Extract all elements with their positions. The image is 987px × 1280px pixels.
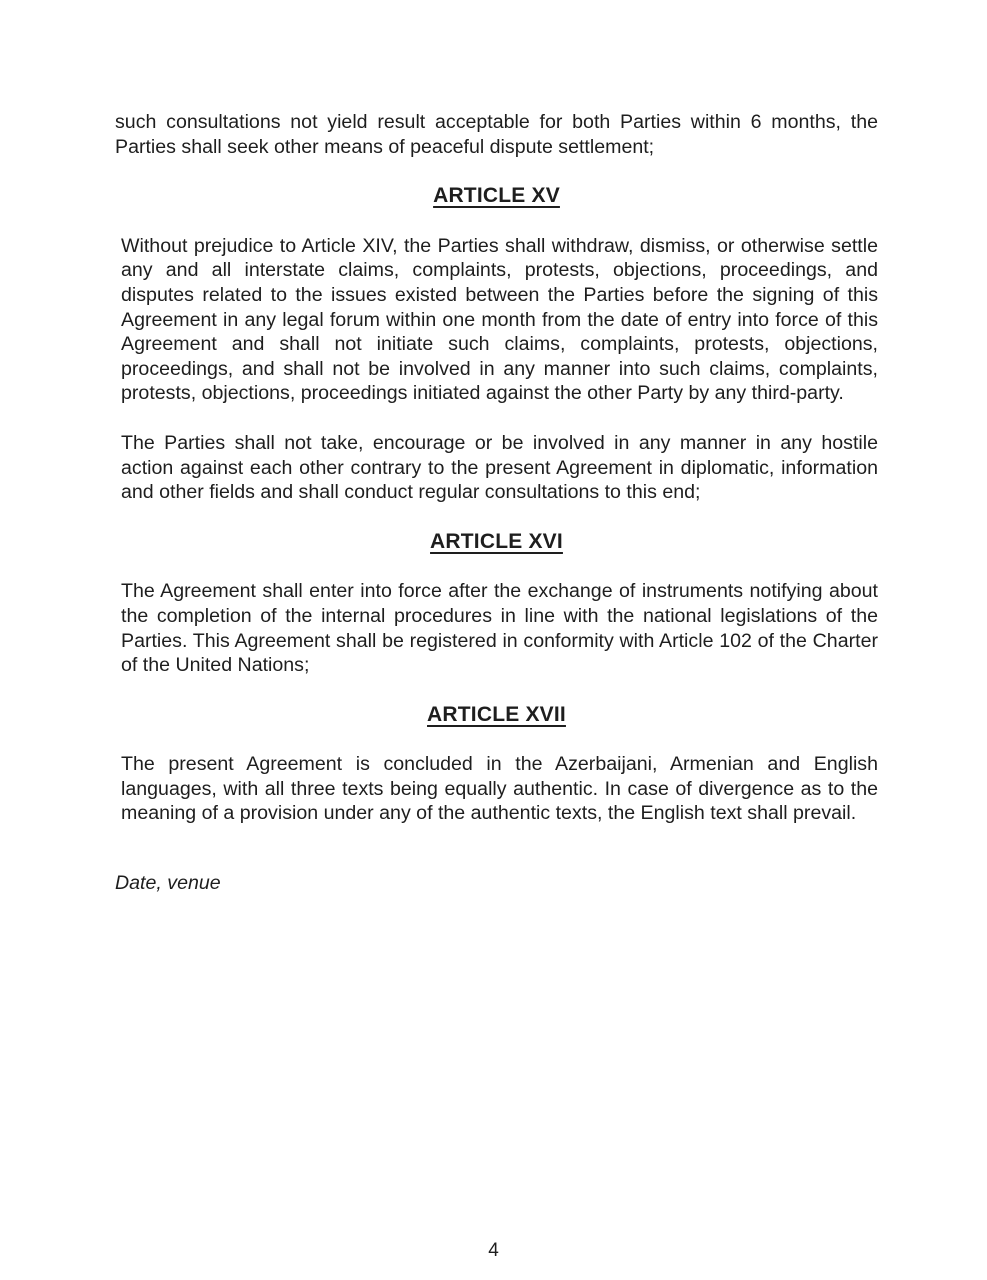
article-xvii-heading: ARTICLE XVII: [427, 702, 566, 726]
page-number: 4: [488, 1240, 499, 1261]
article-xvii-paragraph-1: The present Agreement is concluded in the Azerbaijani, Armenian and English languages, with all three texts being equally authentic. In case of divergence as to the meaning of a provision under any of the authentic texts, the English text shall prevail.: [121, 753, 878, 825]
continuation-paragraph: such consultations not yield result acceptable for both Parties within 6 months, the Parties shall seek other means of peaceful dispute settlement;: [115, 111, 878, 158]
article-xvi-paragraph-1: The Agreement shall enter into force after the exchange of instruments notifying about the completion of the internal procedures in line with the national legislations of the Parties. This Agreement shall be registered in conformity with Article 102 of the Charter of the United Nations;: [121, 580, 878, 677]
document-body: [115, 110, 878, 896]
date-venue-line: Date, venue: [115, 872, 221, 895]
article-xv-paragraph-1: Without prejudice to Article XIV, the Parties shall withdraw, dismiss, or otherwise settle any and all interstate claims, complaints, protests, objections, proceedings, and disputes related to the issues existed between the Parties before the signing of this Agreement in any legal forum within one month from the date of entry into force of this Agreement and shall not initiate such claims, complaints, protests, objections, proceedings, and shall not be involved in any manner into such claims, complaints, protests, objections, proceedings initiated against the other Party by any third-party.: [121, 234, 878, 405]
article-xv-paragraph-2: The Parties shall not take, encourage or be involved in any manner in any hostile action against each other contrary to the present Agreement in diplomatic, information and other fields and shall conduct regular consultations to this end;: [121, 431, 878, 504]
article-xvi-heading: ARTICLE XVI: [430, 529, 563, 553]
article-xv-heading: ARTICLE XV: [433, 184, 560, 208]
